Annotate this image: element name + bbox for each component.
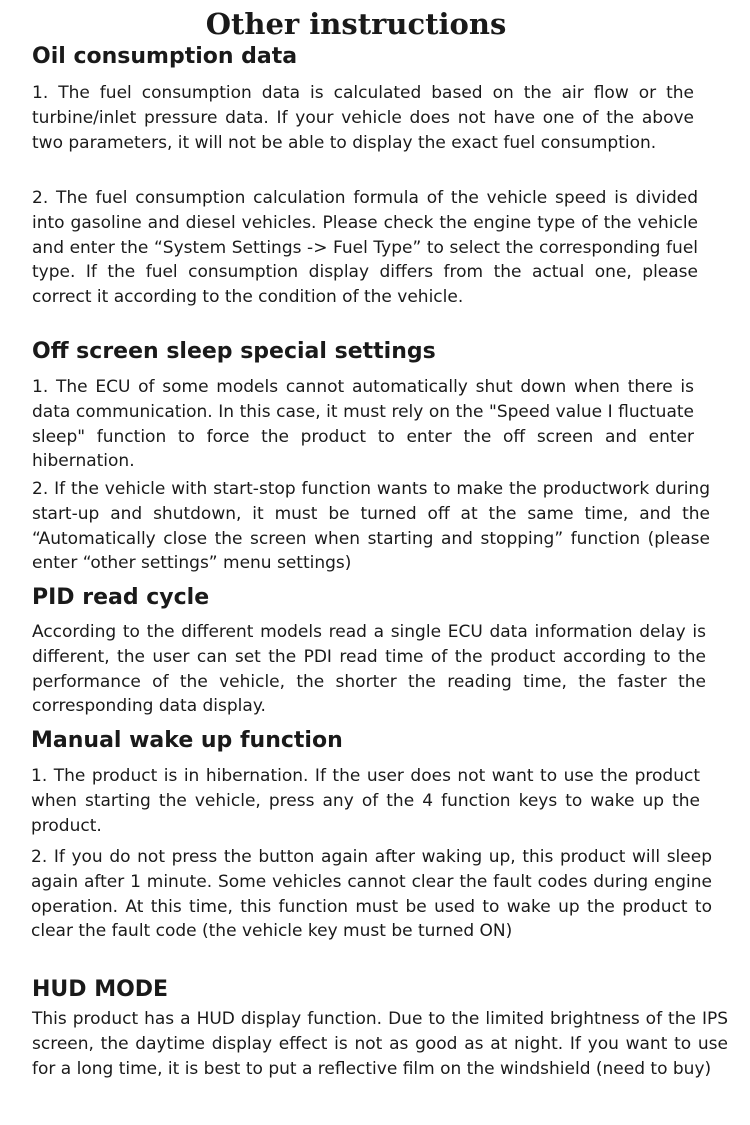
paragraph-wake-1: 1. The product is in hibernation. If the user does not want to use the product when starting the vehicle, press any of the 4 function keys to wake up the product.: [31, 766, 700, 836]
page-title: Other instructions: [205, 7, 507, 41]
paragraph-sleep-2: 2. If the vehicle with start-stop function wants to make the productwork during start-up and shutdown, it must be turned off at the same time, and the “Automatically close the screen when starting and stopping” function (please enter “other settings” menu settings): [32, 479, 710, 574]
paragraph-oil-2: 2. The fuel consumption calculation formula of the vehicle speed is divided into gasoline and diesel vehicles. Please check the engine type of the vehicle and enter the “System Settings -> Fuel Type” to select the corresponding fuel type. If the fuel consumption display differs from the actual one, please correct it according to the condition of the vehicle.: [32, 188, 698, 308]
heading-off-screen-sleep: Off screen sleep special settings: [32, 339, 436, 364]
paragraph-wake-2: 2. If you do not press the button again after waking up, this product will sleep again after 1 minute. Some vehicles cannot clear the fault codes during engine operation. At this time, this function must be used to wake up the product to clear the fault code (the vehicle key must be turned ON): [31, 847, 712, 942]
heading-oil-consumption: Oil consumption data: [32, 44, 298, 69]
paragraph-sleep-1: 1. The ECU of some models cannot automatically shut down when there is data communication. In this case, it must rely on the "Speed value I fluctuate sleep" function to force the product to enter the off screen and enter hibernation.: [32, 377, 694, 472]
paragraph-pid: According to the different models read a single ECU data information delay is different, the user can set the PDI read time of the product according to the performance of the vehicle, the shorter the reading time, the faster the corresponding data display.: [32, 622, 706, 717]
heading-hud-mode: HUD MODE: [32, 977, 169, 1002]
paragraph-hud: This product has a HUD display function. Due to the limited brightness of the IPS screen, the daytime display effect is not as good as at night. If you want to use for a long time, it is best to put a reflective film on the windshield (need to buy): [32, 1009, 728, 1079]
heading-pid-read-cycle: PID read cycle: [32, 585, 210, 610]
paragraph-oil-1: 1. The fuel consumption data is calculated based on the air flow or the turbine/inlet pressure data. If your vehicle does not have one of the above two parameters, it will not be able to display the exact fuel consumption.: [32, 83, 694, 153]
heading-manual-wake-up: Manual wake up function: [31, 728, 343, 753]
